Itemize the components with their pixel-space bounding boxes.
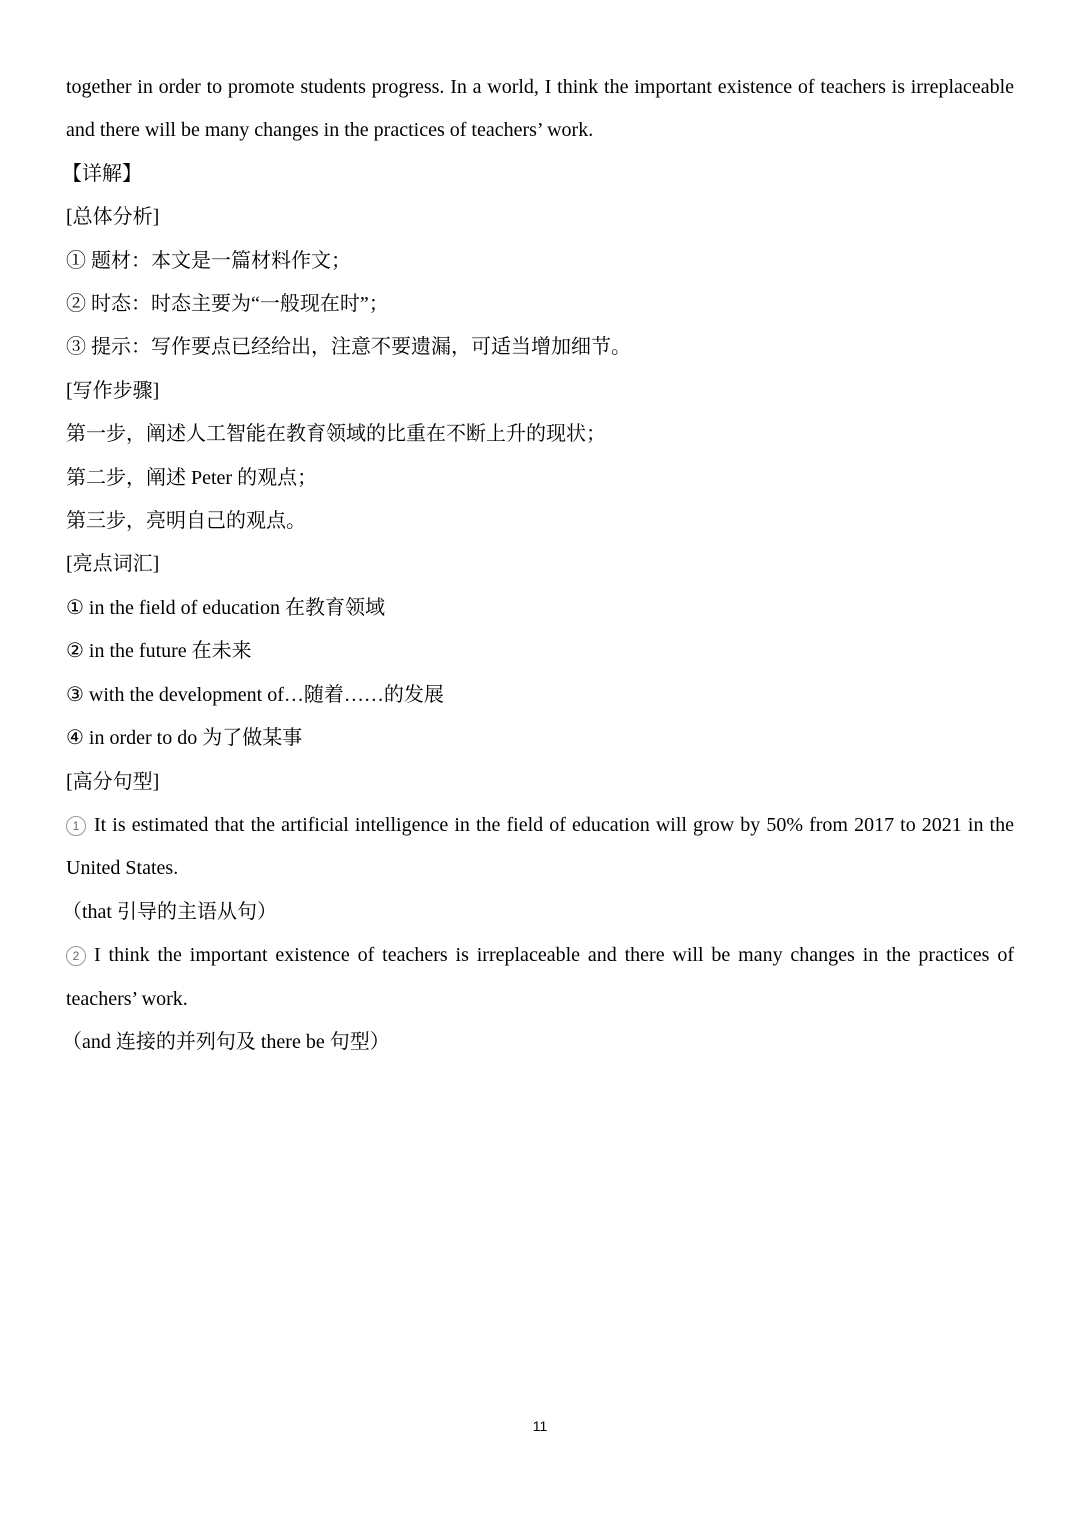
overall-analysis-heading: [总体分析] [66,206,160,229]
document-body [62,66,1014,1064]
sentence-patterns-heading: [高分句型] [66,770,160,793]
step-item: 第一步，阐述人工智能在教育领域的比重在不断上升的现状； [66,423,606,446]
writing-steps-heading: [写作步骤] [66,379,160,402]
sentence-note: （and 连接的并列句及 there be 句型） [62,1030,390,1053]
sentence-text: I think the important existence of teachers is irreplaceable and there will be many changes in the practices of teachers’ work. [66,944,1014,1010]
overall-item: ② 时态：时态主要为“一般现在时”； [66,293,389,316]
sentence-note: （that 引导的主语从句） [62,900,277,923]
vocab-item: ③ with the development of…随着……的发展 [66,683,444,706]
detail-heading: 【详解】 [62,162,142,185]
vocab-item: ① in the field of education 在教育领域 [66,596,385,619]
intro-paragraph: together in order to promote students progress. In a world, I think the important existence of teachers is irreplaceable and there will be many changes in the practices of teachers’ work. [66,76,1014,142]
sentence-item [66,804,1014,891]
page-number: 11 [532,1418,548,1434]
circled-number-marker: 2 [66,946,86,966]
step-item: 第三步，亮明自己的观点。 [66,510,306,533]
vocab-item: ② in the future 在未来 [66,640,252,663]
sentence-item [66,934,1014,1021]
circled-number-marker: 1 [66,816,86,836]
vocab-heading: [亮点词汇] [66,553,160,576]
overall-item: ③ 提示：写作要点已经给出，注意不要遗漏，可适当增加细节。 [66,336,631,359]
overall-item: ① 题材：本文是一篇材料作文； [66,249,351,272]
vocab-item: ④ in order to do 为了做某事 [66,727,303,750]
step-item: 第二步，阐述 Peter 的观点； [66,466,318,489]
sentence-text: It is estimated that the artificial intelligence in the field of education will grow by 50% from 2017 to 2021 in the United States. [66,813,1014,880]
